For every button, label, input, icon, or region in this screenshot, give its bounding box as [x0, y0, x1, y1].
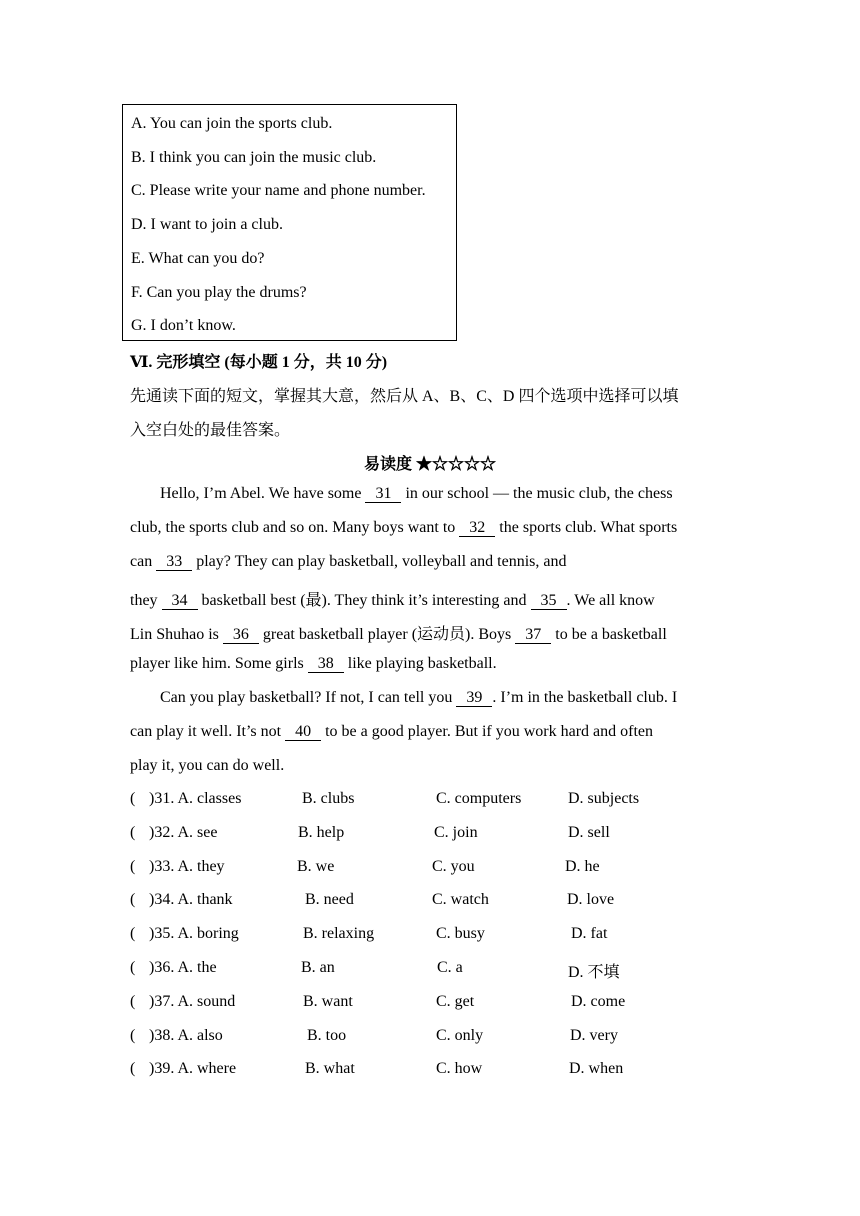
option-c: C. you [432, 858, 475, 875]
option-c: C. computers [436, 790, 522, 807]
option-c: C. how [436, 1060, 483, 1077]
blank-38: 38 [308, 655, 344, 673]
answer-paren: ( [130, 1060, 136, 1077]
blank-37: 37 [515, 626, 551, 644]
option-d: D. sell [568, 824, 610, 841]
answer-paren: ( [130, 959, 136, 976]
answer-paren: ( [130, 790, 136, 807]
answer-paren: ( [130, 858, 136, 875]
option-d: D. 不填 [568, 964, 620, 981]
box-option: G. I don’t know. [131, 317, 236, 334]
box-option: F. Can you play the drums? [131, 284, 307, 301]
question-stem: )31. A. classes [149, 790, 242, 807]
question-stem: )37. A. sound [149, 993, 236, 1010]
blank-39: 39 [456, 689, 492, 707]
passage-line: they 34 basketball best (最). They think it’s interesting and 35 . We all know [130, 592, 655, 609]
passage-line: can play it well. It’s not 40 to be a good player. But if you work hard and often [130, 723, 653, 740]
blank-34: 34 [162, 592, 198, 610]
blank-31: 31 [365, 485, 401, 503]
option-c: C. a [437, 959, 463, 976]
passage-line: Hello, I’m Abel. We have some 31 in our school — the music club, the chess [160, 485, 673, 502]
answer-paren: ( [130, 993, 136, 1010]
question-stem: )38. A. also [149, 1027, 223, 1044]
option-b: B. too [307, 1027, 347, 1044]
blank-32: 32 [459, 519, 495, 537]
question-stem: )36. A. the [149, 959, 217, 976]
box-option: D. I want to join a club. [131, 216, 283, 233]
blank-33: 33 [156, 553, 192, 571]
passage-line: can 33 play? They can play basketball, volleyball and tennis, and [130, 553, 567, 570]
passage-line: play it, you can do well. [130, 757, 285, 774]
passage-line: Lin Shuhao is 36 great basketball player (运动员). Boys 37 to be a basketball [130, 626, 667, 643]
option-b: B. clubs [302, 790, 355, 807]
answer-paren: ( [130, 925, 136, 942]
difficulty-rating: 易读度 ★☆☆☆☆ [363, 456, 496, 473]
answer-paren: ( [130, 824, 136, 841]
option-c: C. join [434, 824, 478, 841]
question-stem: )39. A. where [149, 1060, 237, 1077]
question-stem: )33. A. they [149, 858, 225, 875]
option-c: C. busy [436, 925, 485, 942]
option-d: D. love [567, 891, 615, 908]
box-option: A. You can join the sports club. [131, 115, 333, 132]
option-d: D. subjects [568, 790, 640, 807]
option-c: C. watch [432, 891, 489, 908]
passage-line: Can you play basketball? If not, I can tell you 39 . I’m in the basketball club. I [160, 689, 678, 706]
question-stem: )35. A. boring [149, 925, 239, 942]
option-b: B. need [305, 891, 354, 908]
option-d: D. very [570, 1027, 618, 1044]
blank-35: 35 [531, 592, 567, 610]
option-d: D. fat [571, 925, 608, 942]
option-c: C. get [436, 993, 475, 1010]
option-b: B. help [298, 824, 345, 841]
question-stem: )32. A. see [149, 824, 218, 841]
answer-paren: ( [130, 891, 136, 908]
option-d: D. when [569, 1060, 624, 1077]
answer-paren: ( [130, 1027, 136, 1044]
box-option: B. I think you can join the music club. [131, 149, 377, 166]
option-b: B. relaxing [303, 925, 375, 942]
passage-line: player like him. Some girls 38 like playing basketball. [130, 655, 497, 672]
question-stem: )34. A. thank [149, 891, 233, 908]
options-box [122, 104, 457, 341]
box-option: C. Please write your name and phone number. [131, 182, 426, 199]
instruction-line: 先通读下面的短文，掌握其大意，然后从 A、B、C、D 四个选项中选择可以填 [130, 388, 679, 405]
option-d: D. come [571, 993, 626, 1010]
blank-40: 40 [285, 723, 321, 741]
section-heading: Ⅵ. 完形填空 (每小题 1 分，共 10 分) [130, 354, 388, 371]
option-b: B. want [303, 993, 353, 1010]
option-b: B. what [305, 1060, 355, 1077]
passage-line: club, the sports club and so on. Many boys want to 32 the sports club. What sports [130, 519, 678, 536]
instruction-line: 入空白处的最佳答案。 [130, 422, 291, 439]
box-option: E. What can you do? [131, 250, 265, 267]
option-b: B. an [301, 959, 335, 976]
option-b: B. we [297, 858, 335, 875]
blank-36: 36 [223, 626, 259, 644]
option-d: D. he [565, 858, 600, 875]
option-c: C. only [436, 1027, 484, 1044]
